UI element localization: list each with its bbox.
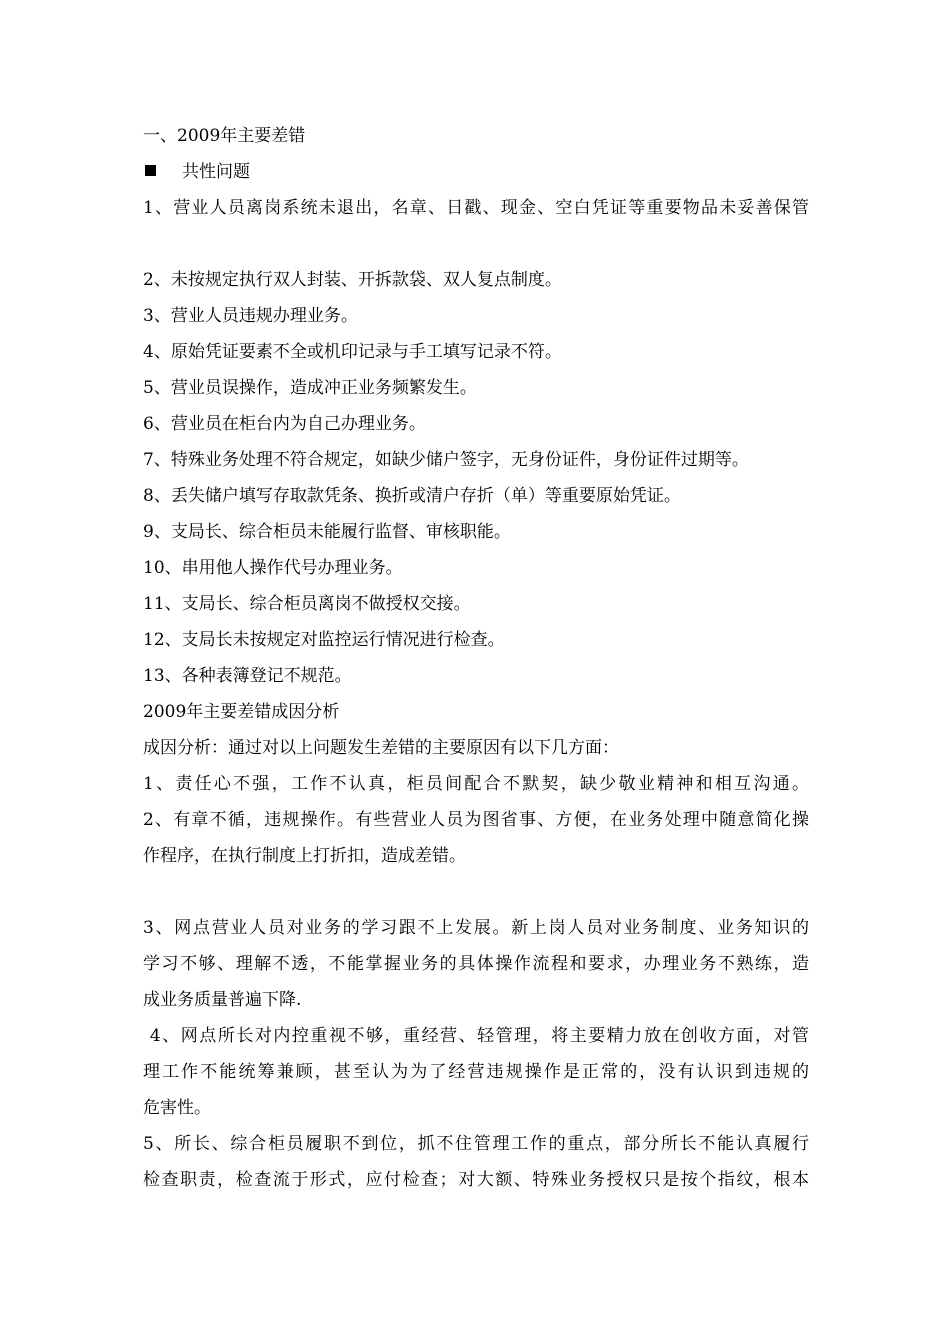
common-issues-label: 共性问题 (182, 162, 250, 182)
cause-paragraph-4-line-1: 4、网点所长对内控重视不够，重经营、轻管理，将主要精力放在创收方面，对管 (143, 1026, 809, 1046)
list-item: 1、营业人员离岗系统未退出，名章、日戳、现金、空白凭证等重要物品未妥善保管 (143, 198, 809, 218)
blank-line (143, 874, 809, 910)
cause-paragraph-5-line-2: 检查职责，检查流于形式，应付检查；对大额、特殊业务授权只是按个指纹，根本 (143, 1170, 809, 1190)
analysis-intro: 成因分析：通过对以上问题发生差错的主要原因有以下几方面： (143, 738, 619, 758)
analysis-heading: 2009年主要差错成因分析 (143, 702, 340, 722)
cause-paragraph-4-line-3: 危害性。 (143, 1098, 211, 1118)
blank-line (143, 226, 809, 262)
cause-paragraph-2-line-2: 作程序，在执行制度上打折扣，造成差错。 (143, 846, 466, 866)
list-item: 13、各种表簿登记不规范。 (143, 666, 352, 686)
list-item: 5、营业员误操作，造成冲正业务频繁发生。 (143, 378, 477, 398)
cause-paragraph-5-line-1: 5、所长、综合柜员履职不到位，抓不住管理工作的重点，部分所长不能认真履行 (143, 1134, 809, 1154)
section-heading: 一、2009年主要差错 (143, 126, 306, 146)
list-item: 4、原始凭证要素不全或机印记录与手工填写记录不符。 (143, 342, 562, 362)
list-item: 2、未按规定执行双人封装、开拆款袋、双人复点制度。 (143, 270, 562, 290)
list-item: 8、丢失储户填写存取款凭条、换折或清户存折（单）等重要原始凭证。 (143, 486, 681, 506)
cause-paragraph-4-line-2: 理工作不能统筹兼顾，甚至认为为了经营违规操作是正常的，没有认识到违规的 (143, 1062, 809, 1082)
common-issues-heading (143, 154, 809, 190)
list-item: 7、特殊业务处理不符合规定，如缺少储户签字，无身份证件，身份证件过期等。 (143, 450, 749, 470)
cause-paragraph-1: 1、责任心不强，工作不认真，柜员间配合不默契，缺少敬业精神和相互沟通。 (143, 774, 809, 794)
list-item: 10、串用他人操作代号办理业务。 (143, 558, 403, 578)
document-body (143, 118, 809, 1198)
list-item: 11、支局长、综合柜员离岗不做授权交接。 (143, 594, 471, 614)
cause-paragraph-3-line-3: 成业务质量普遍下降. (143, 990, 302, 1010)
list-item: 6、营业员在柜台内为自己办理业务。 (143, 414, 426, 434)
list-item: 3、营业人员违规办理业务。 (143, 306, 358, 326)
cause-paragraph-2-line-1: 2、有章不循，违规操作。有些营业人员为图省事、方便，在业务处理中随意简化操 (143, 810, 809, 830)
square-bullet-icon (145, 165, 156, 176)
list-item: 9、支局长、综合柜员未能履行监督、审核职能。 (143, 522, 511, 542)
list-item: 12、支局长未按规定对监控运行情况进行检查。 (143, 630, 505, 650)
cause-paragraph-3-line-1: 3、网点营业人员对业务的学习跟不上发展。新上岗人员对业务制度、业务知识的 (143, 918, 809, 938)
cause-paragraph-3-line-2: 学习不够、理解不透，不能掌握业务的具体操作流程和要求，办理业务不熟练，造 (143, 954, 809, 974)
